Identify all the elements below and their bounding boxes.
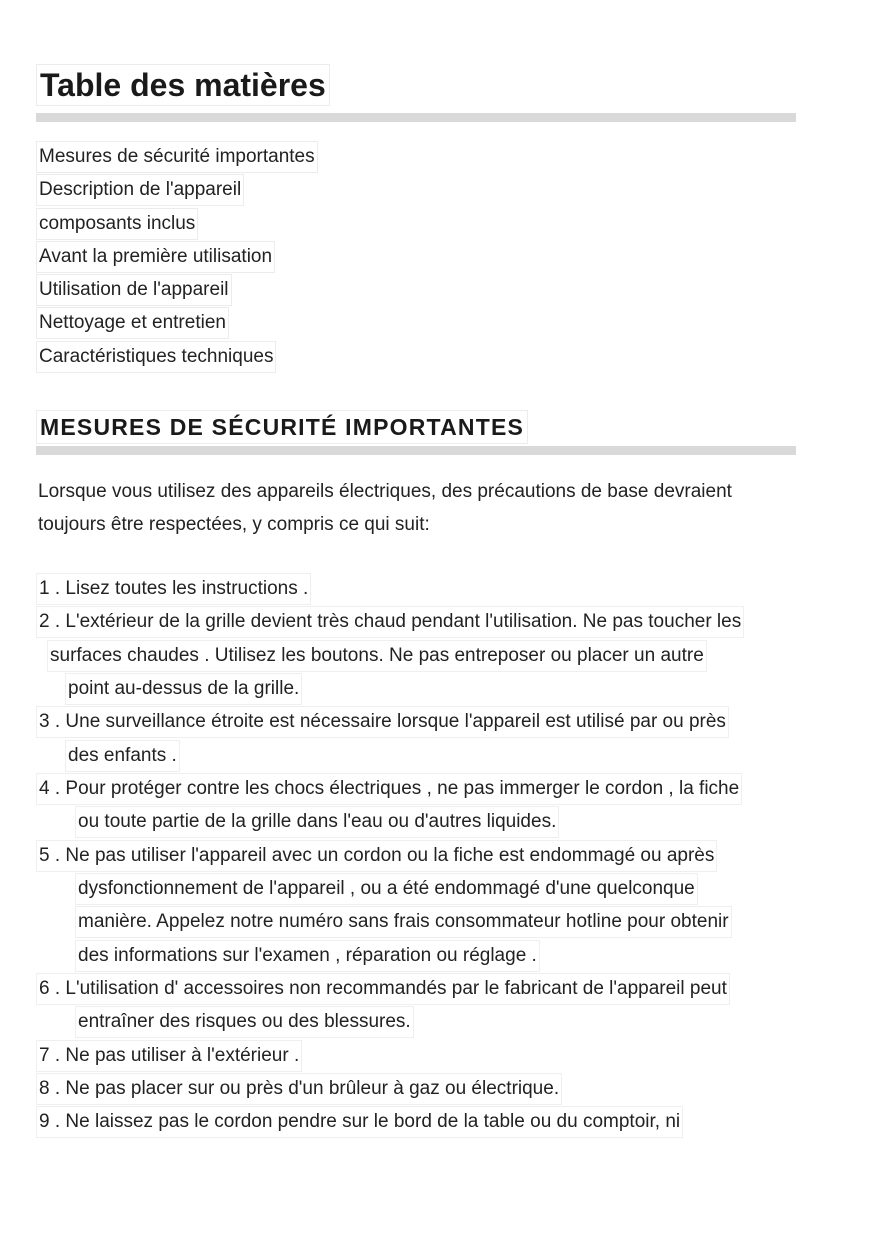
safety-item-line: 9 . Ne laissez pas le cordon pendre sur le bord de la table ou du comptoir, ni (36, 1106, 683, 1138)
safety-item-line: des enfants . (65, 740, 180, 772)
safety-item-line: 7 . Ne pas utiliser à l'extérieur . (36, 1040, 302, 1072)
safety-item-line: 8 . Ne pas placer sur ou près d'un brûleur à gaz ou électrique. (36, 1073, 562, 1105)
toc-title-rule (36, 113, 796, 122)
toc-item-label[interactable]: Mesures de sécurité importantes (36, 141, 318, 173)
toc-item[interactable] (36, 208, 318, 241)
intro-line: Lorsque vous utilisez des appareils électriques, des précautions de base devraient (38, 481, 732, 502)
toc-item[interactable] (36, 341, 318, 374)
toc-item[interactable] (36, 141, 318, 174)
safety-item-line: dysfonctionnement de l'appareil , ou a été endommagé d'une quelconque (75, 873, 698, 905)
toc-item-label[interactable]: composants inclus (36, 208, 198, 240)
safety-heading: MESURES DE SÉCURITÉ IMPORTANTES (36, 410, 528, 444)
toc-item-label[interactable]: Nettoyage et entretien (36, 307, 229, 339)
safety-item-line: surfaces chaudes . Utilisez les boutons. Ne pas entreposer ou placer un autre (47, 640, 707, 672)
safety-item-line: manière. Appelez notre numéro sans frais consommateur hotline pour obtenir (75, 906, 732, 938)
toc-item[interactable] (36, 307, 318, 340)
safety-item-line: 3 . Une surveillance étroite est nécessaire lorsque l'appareil est utilisé par ou près (36, 706, 729, 738)
toc-item[interactable] (36, 241, 318, 274)
safety-item-line: des informations sur l'examen , réparation ou réglage . (75, 940, 540, 972)
safety-intro (36, 475, 734, 542)
safety-item-line: point au-dessus de la grille. (65, 673, 302, 705)
toc-item-label[interactable]: Description de l'appareil (36, 174, 244, 206)
toc-list (36, 141, 318, 374)
safety-item-line: 1 . Lisez toutes les instructions . (36, 573, 311, 605)
toc-item-label[interactable]: Utilisation de l'appareil (36, 274, 232, 306)
safety-item-line: ou toute partie de la grille dans l'eau ou d'autres liquides. (75, 806, 559, 838)
safety-item-line: 6 . L'utilisation d' accessoires non recommandés par le fabricant de l'appareil peut (36, 973, 730, 1005)
intro-line: toujours être respectées, y compris ce qui suit: (38, 514, 430, 536)
safety-item-line: 4 . Pour protéger contre les chocs électriques , ne pas immerger le cordon , la fiche (36, 773, 742, 805)
toc-item-label[interactable]: Caractéristiques techniques (36, 341, 276, 373)
toc-item[interactable] (36, 174, 318, 207)
toc-item[interactable] (36, 274, 318, 307)
safety-item-line: 2 . L'extérieur de la grille devient très chaud pendant l'utilisation. Ne pas toucher les (36, 606, 744, 638)
toc-item-label[interactable]: Avant la première utilisation (36, 241, 275, 273)
toc-title: Table des matières (36, 64, 330, 106)
safety-item-line: 5 . Ne pas utiliser l'appareil avec un cordon ou la fiche est endommagé ou après (36, 840, 717, 872)
safety-item-line: entraîner des risques ou des blessures. (75, 1006, 414, 1038)
safety-heading-rule (36, 446, 796, 455)
